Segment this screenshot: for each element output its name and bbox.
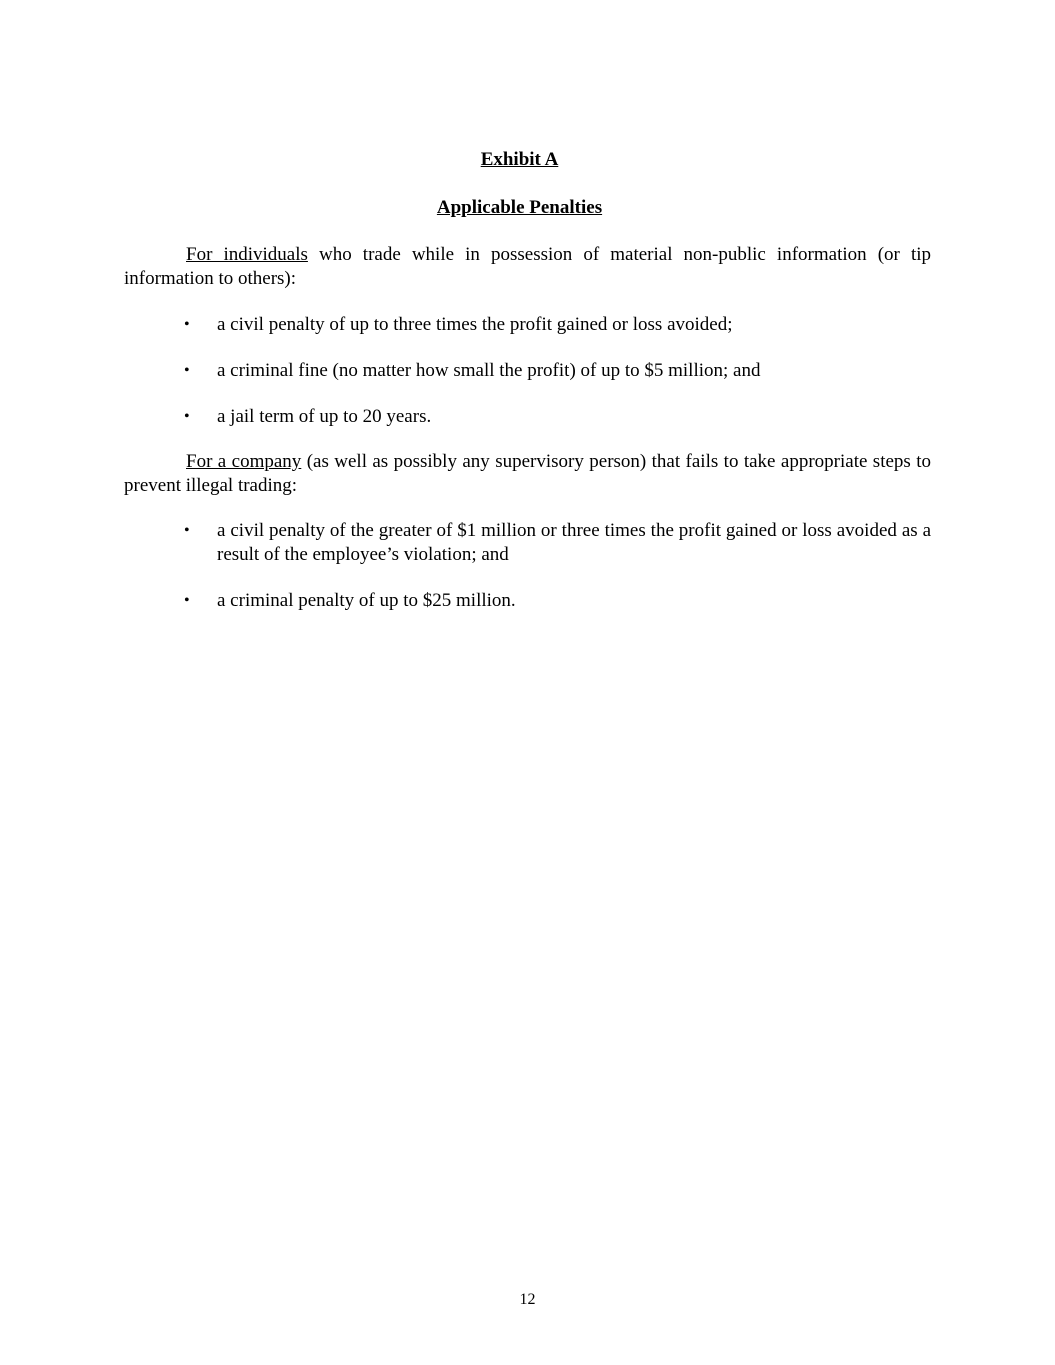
company-lead: For a company	[186, 451, 302, 472]
section-title-text: Applicable Penalties	[436, 197, 603, 218]
exhibit-title	[0, 148, 1047, 172]
bullet-icon: •	[184, 316, 190, 333]
bullet-icon: •	[184, 362, 190, 379]
company-paragraph	[124, 450, 931, 498]
list-item	[184, 589, 931, 613]
list-item	[184, 359, 931, 383]
bullet-icon: •	[184, 408, 190, 425]
list-item-text: a criminal fine (no matter how small the profit) of up to $5 million; and	[217, 360, 761, 381]
list-item	[184, 519, 931, 567]
list-item-text: a civil penalty of up to three times the profit gained or loss avoided;	[217, 314, 733, 335]
list-item	[184, 313, 931, 337]
list-item-text: a civil penalty of the greater of $1 million or three times the profit gained or loss avoided as a result of the employee’s violation; and	[217, 520, 931, 565]
individuals-text: who trade while in possession of material non-public information (or tip information to others):	[124, 244, 931, 289]
individuals-lead: For individuals	[186, 244, 308, 265]
list-item	[184, 405, 931, 429]
bullet-icon: •	[184, 522, 190, 539]
list-item-text: a jail term of up to 20 years.	[217, 406, 432, 427]
page-number: 12	[519, 1291, 536, 1308]
company-text: (as well as possibly any supervisory person) that fails to take appropriate steps to prevent illegal trading:	[124, 451, 931, 496]
bullet-icon: •	[184, 592, 190, 609]
exhibit-title-text: Exhibit A	[480, 149, 559, 170]
section-title	[0, 196, 1047, 220]
list-item-text: a criminal penalty of up to $25 million.	[217, 590, 516, 611]
individuals-paragraph	[124, 243, 931, 291]
